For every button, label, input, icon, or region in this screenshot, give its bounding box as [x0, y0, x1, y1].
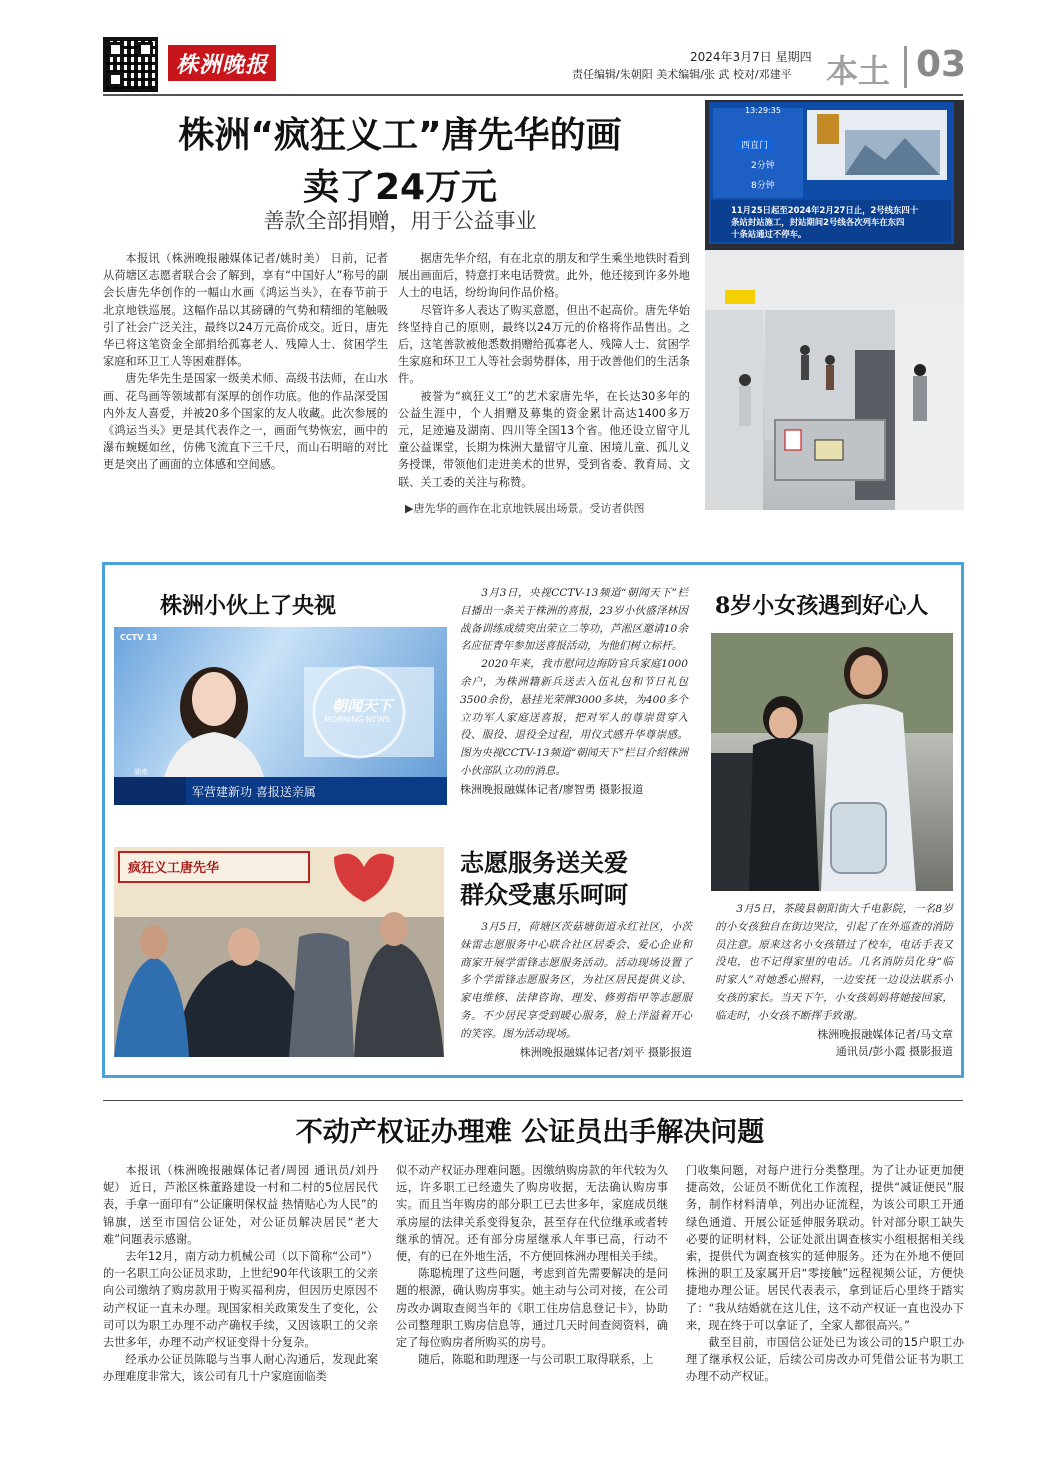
screen-minutes-1: 2分钟: [751, 161, 775, 171]
story1-photo-caption: ▶唐先华的画作在北京地铁展出场景。受访者供图: [405, 502, 645, 515]
newspaper-logo: 株洲晚报: [168, 45, 276, 81]
story3-column-2: 似不动产权证办理难问题。因缴纳购房款的年代较为久远，许多职工已经遗失了购房收据，无法确认购房事实。而且当年购房的部分职工已去世多年，家庭成员继承房屋的法律关系变得复杂，甚至存在代位继承或者转继承的情况。还有部分房屋继承人年事已高，行动不便，有的已在外地生活，不方便回株洲办理相关手续。 陈聪梳理了这些问题，考虑到首先需要解决的是问题的根源，确认购房事实。她主动与公司对接，在公司房改办调取查阅当年的《职工住房信息登记卡》，协助公司整理职工购房信息等，通过几天时间查阅资料，确定了每位购房者所购买的房号。 随后，陈聪和助理逐一与公司职工取得联系，上: [396, 1164, 668, 1367]
news-briefs-panel: [102, 562, 964, 1078]
girl-story-text: 3月5日，茶陵县朝阳街大千电影院，一名8岁的小女孩独自在街边哭泣，引起了在外巡查的消防员注意。原来这名小女孩错过了校车，电话手表又没电，也不记得家里的电话。几名消防员化身“临时家人”对她悉心照料，一边安抚一边设法联系小女孩的家长。当天下午，小女孩妈妈将她接回家，临走时，小女孩不断挥手致谢。 株洲晚报融媒体记者/马文章 通讯员/彭小霞 摄影报道: [715, 903, 953, 1059]
volunteer-photo: [114, 847, 444, 1057]
story3-headline: 不动产权证办理难 公证员出手解决问题: [295, 1117, 765, 1148]
story3-column-3: 门收集问题，对每户进行分类整理。为了让办证更加便捷高效，公证员不断优化工作流程，提供“减证便民”服务，制作材料清单，列出办证流程，为该公司职工开通绿色通道、开展公证延伸服务联动。针对部分职工缺失必要的证明材料，公证处派出调查核实小组根据相关线索，提供代为调查核实的延伸服务。还为在外地不便回株洲的职工及家属开启“零接触”远程视频公证，方便快捷地办理公证。居民代表表示，拿到证后心里终于踏实了：“我从结婚就在这儿住，这不动产权证一直也没办下来，现在终于可以拿证了，全家人都很高兴。” 截至目前，市国信公证处已为该公司的15户职工办理了继承权公证，后续公司房改办可凭借公证书为职工办理不动产权证。: [686, 1164, 964, 1384]
header-rule: [103, 94, 963, 96]
girl-scene: [711, 633, 953, 891]
section-name: 本土: [826, 52, 891, 90]
girl-story-title: 8岁小女孩遇到好心人: [715, 593, 929, 619]
cctv-channel-logo: CCTV 13: [120, 633, 158, 642]
story3-column-1: 本报讯（株洲晚报融媒体记者/周园 通讯员/刘丹妮） 近日，芦淞区株董路建设一村和二村的5位居民代表，手拿一面印有“公证廉明保权益 热情贴心为人民”的锦旗，送至市国信公证处，对公证员解决居民“老大难”问题表示感谢。 去年12月，南方动力机械公司（以下简称“公司”）的一名职工向公证员求助，上世纪90年代该职工的父亲向公司缴纳了购房款用于购买福利房，但因历史原因不动产权证一直未办理。现国家相关政策发生了变化，公司可以为职工办理不动产确权手续，又因该职工的父亲去世多年，办理不动产权证变得十分复杂。 经承办公证员陈聪与当事人耐心沟通后，发现此案办理难度非常大，该公司有几十户家庭面临类: [103, 1164, 378, 1384]
section-divider: [904, 46, 907, 88]
girl-photo: [711, 633, 953, 891]
tv-show-name: 朝闻天下: [332, 697, 393, 715]
subway-scene: [705, 100, 964, 510]
volunteer-banner: 疯狂义工唐先华: [128, 861, 220, 876]
volunteer-story-title: 志愿服务送关爱 群众受惠乐呵呵: [460, 848, 628, 909]
story1-headline: 株洲“疯狂义工”唐先华的画 卖了24万元: [178, 115, 622, 208]
story1-subhead: 善款全部捐赠，用于公益事业: [263, 209, 537, 233]
section-rule: [103, 1100, 963, 1101]
cctv-story-title: 株洲小伙上了央视: [160, 593, 337, 619]
story1-column-1: 本报讯（株洲晚报融媒体记者/姚时美） 日前，记者从荷塘区志愿者联合会了解到，享有“中国好人”称号的副会长唐先华创作的一幅山水画《鸿运当头》，在春节前于北京地铁巡展。这幅作品以其磅礴的气势和精细的笔触吸引了社会广泛关注，最终以24万元高价成交。近日，唐先华已将这笔资金全部捐给孤寡老人、残障人士、贫困学生家庭和环卫工人等困难群体。 唐先华先生是国家一级美术师、高级书法师，在山水画、花鸟画等领域都有深厚的创作功底。他的作品深受国内外友人喜爱，并被20多个国家的友人收藏。此次参展的《鸿运当头》更是其代表作之一，画面气势恢宏，画中的瀑布蜿蜒如丝，仿佛飞流直下三千尺，而山石明暗的对比更是突出了画面的立体感和空间感。: [103, 252, 388, 472]
story1-column-2: 据唐先华介绍，有在北京的朋友和学生乘坐地铁时看到展出画面后，特意打来电话赞赏。此外，他还接到许多外地人士的电话，纷纷询问作品价格。 尽管许多人表达了购买意愿，但出不起高价。唐先华始终坚持自己的原则，最终以24万元的价格将作品售出。之后，这笔善款被他悉数捐赠给孤寡老人、残障人士、贫困学生家庭和环卫工人等社会弱势群体，用于改善他们的生活条件。 被誉为“疯狂义工”的艺术家唐先华，在长达30多年的公益生涯中，个人捐赠及募集的资金累计高达1400多万元，足迹遍及湖南、四川等全国13个省。他还设立留守儿童公益课堂，长期为株洲大量留守儿童、困境儿童、孤儿义务授课，带领他们走进美术的世界，受到省委、教育局、文联、关工委的关注与称赞。: [398, 252, 690, 489]
tv-show-english: MORNING NEWS: [324, 715, 390, 724]
qr-code: [103, 37, 158, 92]
page-number: 03: [916, 44, 967, 85]
screen-station: 西直门: [735, 138, 774, 151]
tv-region: 湖南: [134, 768, 148, 776]
editor-credits: 责任编辑/朱朝阳 美术编辑/张 武 校对/邓建平: [572, 68, 792, 81]
volunteer-story-text: 3月5日，荷塘区茨菇塘街道永红社区，小茨妹雷志愿服务中心联合社区居委会、爱心企业和商家开展学雷锋志愿服务活动。活动现场设置了多个学雷锋志愿服务区，为社区居民提供义诊、家电维修、法律咨询、理发、修剪指甲等志愿服务。不少居民享受到暖心服务，脸上洋溢着开心的笑容。图为活动现场。 株洲晚报融媒体记者/刘平 摄影报道: [460, 921, 692, 1059]
tv-ticker: 军营建新功 喜报送亲属: [192, 785, 316, 799]
volunteer-scene: [114, 847, 444, 1057]
issue-date: 2024年3月7日 星期四: [690, 50, 812, 64]
screen-minutes-2: 8分钟: [751, 181, 775, 191]
screen-notice: 11月25日起至2024年2月27日止，2号线东四十 条站封站施工，封站期间2号线各次列车在东四 十条站通过不停车。: [731, 205, 919, 239]
subway-photo: [705, 100, 964, 510]
cctv-screenshot: [114, 627, 447, 805]
cctv-story-text: 3月3日，央视CCTV-13频道“朝闻天下”栏目播出一条关于株洲的喜报，23岁小伙盛泽林因战备训练成绩突出荣立二等功，芦淞区邀请10余名应征青年参加送喜报活动，为他们树立标杆。 2020年来，我市慰问边海防官兵家庭1000余户，为株洲籍新兵送去入伍礼包和节日礼包3500余份，悬挂光荣牌3000多块，为400多个立功军人家庭送喜报，把对军人的尊崇贯穿入役、服役、退役全过程，用仪式感升华尊崇感。图为央视CCTV-13频道“朝闻天下”栏目介绍株洲小伙部队立功的消息。 株洲晚报融媒体记者/廖智勇 摄影报道: [460, 587, 688, 796]
screen-time: 13:29:35: [745, 106, 781, 115]
cctv-scene: [114, 627, 447, 805]
